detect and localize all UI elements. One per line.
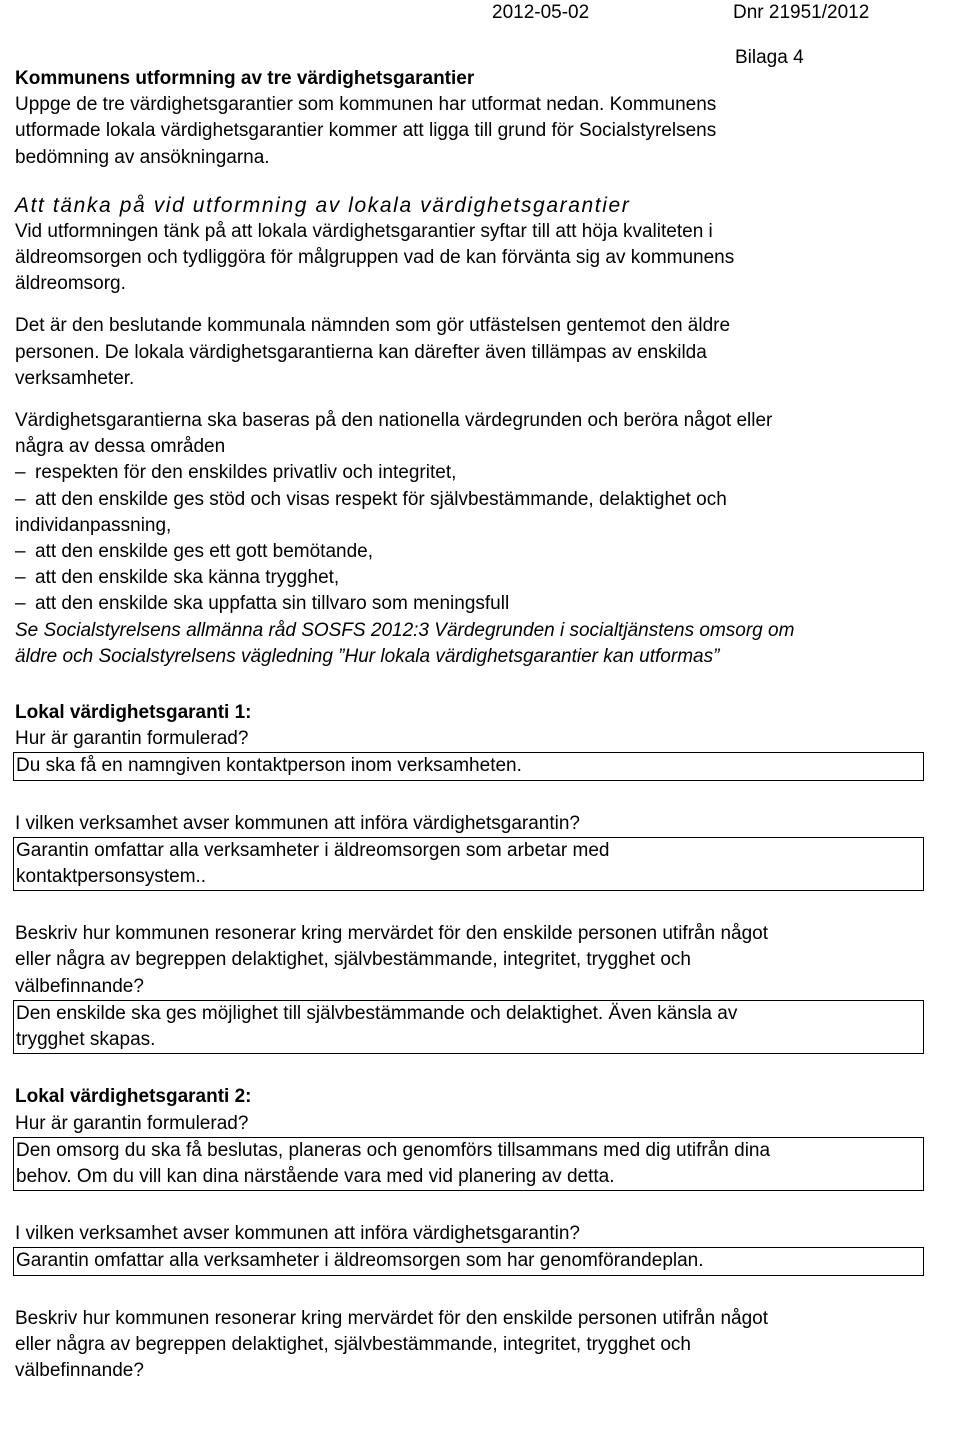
dash-bullet: –	[15, 593, 26, 615]
guidance-text-line: verksamheter.	[15, 367, 135, 389]
reference-line: Se Socialstyrelsens allmänna råd SOSFS 2012:3 Värdegrunden i socialtjänstens omsorg om	[15, 619, 795, 641]
list-item: – att den enskilde ges stöd och visas respekt för självbestämmande, delaktighet och	[15, 487, 950, 513]
list-item: – respekten för den enskildes privatliv och integritet,	[15, 460, 950, 486]
answer-text: Garantin omfattar alla verksamheter i äldreomsorgen som arbetar med	[16, 839, 610, 861]
guidance-text-line: Vid utformningen tänk på att lokala värdighetsgarantier syftar till att höja kvaliteten i	[15, 220, 713, 242]
dash-bullet: –	[15, 462, 26, 484]
guidance-text-line: äldreomsorg.	[15, 273, 126, 295]
intro-text-line: utformade lokala värdighetsgarantier kommer att ligga till grund för Socialstyrelsens	[15, 120, 717, 142]
answer-text: Garantin omfattar alla verksamheter i äldreomsorgen som har genomförandeplan.	[16, 1250, 704, 1272]
list-item: – att den enskilde ska känna trygghet,	[15, 565, 950, 591]
question-label: eller några av begreppen delaktighet, självbestämmande, integritet, trygghet och	[15, 949, 691, 971]
question-label: eller några av begreppen delaktighet, självbestämmande, integritet, trygghet och	[15, 1333, 691, 1355]
answer-field[interactable]	[13, 752, 924, 780]
guarantee-1-heading: Lokal värdighetsgaranti 1:	[15, 702, 252, 724]
attachment-label: Bilaga 4	[735, 47, 804, 68]
header-diarienummer: Dnr 21951/2012	[733, 2, 870, 23]
answer-text: kontaktpersonsystem..	[16, 866, 207, 888]
header-date: 2012-05-02	[492, 2, 590, 23]
question-label: I vilken verksamhet avser kommunen att införa värdighetsgarantin?	[15, 812, 580, 834]
intro-heading: Kommunens utformning av tre värdighetsgarantier	[15, 68, 475, 89]
intro-text-line: bedömning av ansökningarna.	[15, 146, 270, 168]
question-label: välbefinnande?	[15, 1359, 144, 1381]
dash-bullet: –	[15, 488, 26, 510]
answer-field[interactable]	[13, 1137, 924, 1191]
guidance-text-line: Värdighetsgarantierna ska baseras på den nationella värdegrunden och beröra något eller	[15, 410, 773, 432]
question-label: Beskriv hur kommunen resonerar kring mervärdet för den enskilde personen utifrån något	[15, 1307, 768, 1329]
answer-text: Du ska få en namngiven kontaktperson inom verksamheten.	[16, 755, 522, 777]
answer-field[interactable]	[13, 837, 924, 891]
guidance-text-line: personen. De lokala värdighetsgarantierna kan därefter även tillämpas av enskilda	[15, 341, 707, 363]
value-areas-list	[15, 460, 950, 617]
question-label: välbefinnande?	[15, 975, 144, 997]
answer-field[interactable]	[13, 1000, 924, 1054]
question-label: I vilken verksamhet avser kommunen att införa värdighetsgarantin?	[15, 1223, 580, 1245]
guidance-heading: Att tänka på vid utformning av lokala värdighetsgarantier	[15, 193, 631, 217]
page-header	[0, 0, 960, 26]
question-label: Hur är garantin formulerad?	[15, 728, 249, 750]
answer-field[interactable]	[13, 1247, 924, 1275]
answer-text: Den enskilde ska ges möjlighet till självbestämmande och delaktighet. Även känsla av	[16, 1002, 738, 1024]
intro-text-line: Uppge de tre värdighetsgarantier som kommunen har utformat nedan. Kommunens	[15, 94, 717, 116]
reference-line: äldre och Socialstyrelsens vägledning ”Hur lokala värdighetsgarantier kan utformas”	[15, 645, 720, 667]
guidance-text-line: Det är den beslutande kommunala nämnden som gör utfästelsen gentemot den äldre	[15, 315, 731, 337]
guarantee-2-heading: Lokal värdighetsgaranti 2:	[15, 1086, 252, 1108]
question-label: Hur är garantin formulerad?	[15, 1112, 249, 1134]
list-item-continuation: individanpassning,	[15, 514, 172, 536]
document-body	[15, 66, 950, 1384]
question-label: Beskriv hur kommunen resonerar kring mervärdet för den enskilde personen utifrån något	[15, 923, 768, 945]
list-item: – att den enskilde ska uppfatta sin tillvaro som meningsfull	[15, 591, 950, 617]
dash-bullet: –	[15, 541, 26, 563]
guidance-text-line: några av dessa områden	[15, 436, 226, 458]
list-item: – att den enskilde ges ett gott bemötande,	[15, 539, 950, 565]
answer-text: Den omsorg du ska få beslutas, planeras och genomförs tillsammans med dig utifrån dina	[16, 1139, 771, 1161]
dash-bullet: –	[15, 567, 26, 589]
guidance-text-line: äldreomsorgen och tydliggöra för målgruppen vad de kan förvänta sig av kommunens	[15, 247, 735, 269]
answer-text: trygghet skapas.	[16, 1029, 156, 1051]
answer-text: behov. Om du vill kan dina närstående vara med vid planering av detta.	[16, 1165, 615, 1187]
